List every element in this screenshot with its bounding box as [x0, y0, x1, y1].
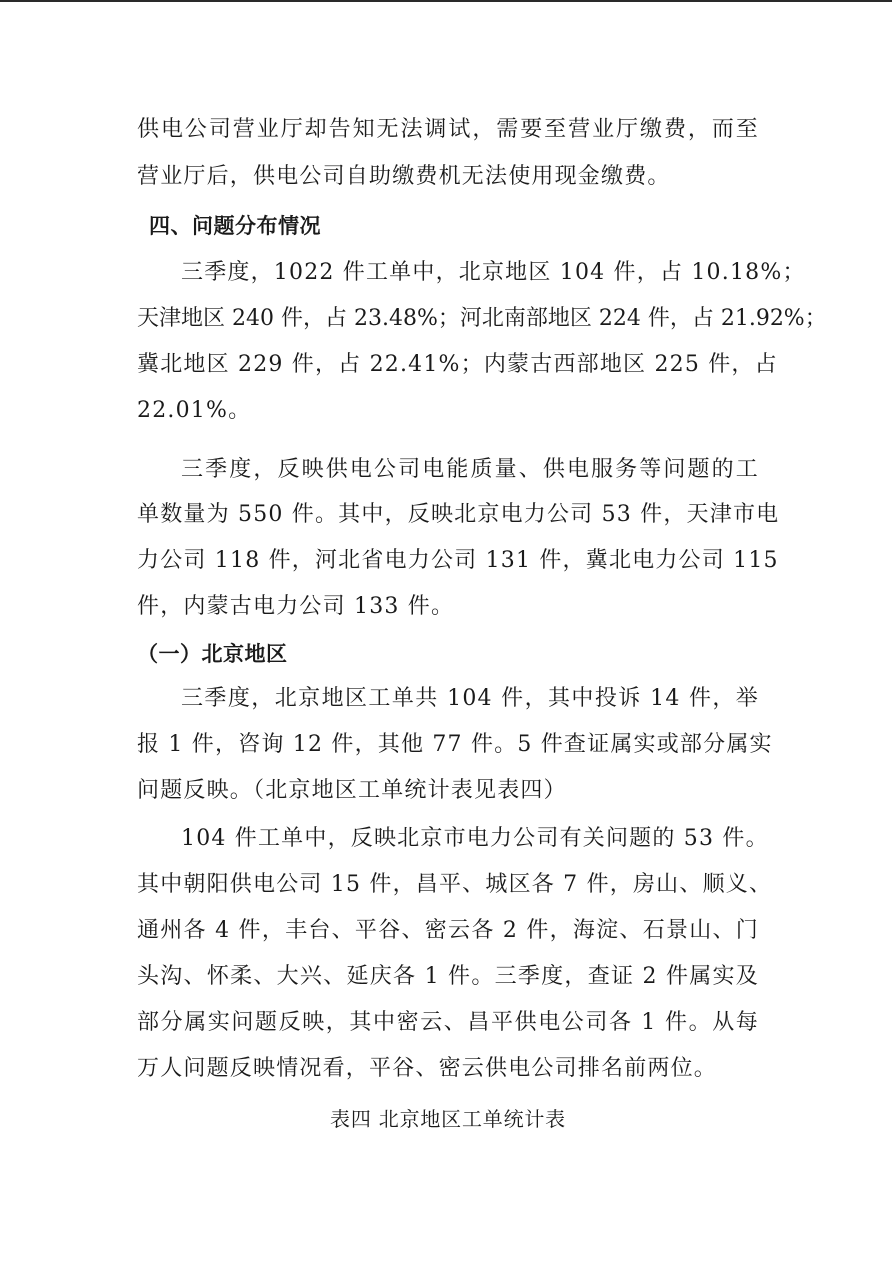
paragraph-line: 部分属实问题反映，其中密云、昌平供电公司各 1 件。从每 — [137, 1010, 759, 1035]
paragraph-line: 三季度，1022 件工单中，北京地区 104 件，占 10.18%； — [181, 260, 806, 285]
paragraph-line: 力公司 118 件，河北省电力公司 131 件，冀北电力公司 115 — [137, 548, 779, 573]
top-border-line — [0, 0, 892, 2]
paragraph-line: 冀北地区 229 件，占 22.41%；内蒙古西部地区 225 件，占 — [137, 352, 778, 377]
section-heading: 四、问题分布情况 — [149, 214, 321, 238]
paragraph-line: 营业厅后，供电公司自助缴费机无法使用现金缴费。 — [137, 164, 671, 189]
paragraph-line: 头沟、怀柔、大兴、延庆各 1 件。三季度，查证 2 件属实及 — [137, 964, 759, 989]
paragraph-line: 22.01%。 — [137, 398, 252, 423]
table-caption: 表四 北京地区工单统计表 — [330, 1107, 566, 1131]
paragraph-line: 其中朝阳供电公司 15 件，昌平、城区各 7 件，房山、顺义、 — [137, 872, 773, 897]
paragraph-line: 问题反映。（北京地区工单统计表见表四） — [137, 778, 567, 803]
paragraph-line: 报 1 件，咨询 12 件，其他 77 件。5 件查证属实或部分属实 — [137, 732, 773, 757]
paragraph-line: 三季度，反映供电公司电能质量、供电服务等问题的工 — [181, 457, 759, 482]
paragraph-line: 通州各 4 件，丰台、平谷、密云各 2 件，海淀、石景山、门 — [137, 918, 759, 943]
paragraph-line: 单数量为 550 件。其中，反映北京电力公司 53 件，天津市电 — [137, 502, 780, 527]
paragraph-line: 天津地区 240 件，占 23.48%；河北南部地区 224 件，占 21.92%； — [137, 306, 827, 331]
paragraph-line: 件，内蒙古电力公司 133 件。 — [137, 594, 455, 619]
subsection-heading: （一）北京地区 — [137, 642, 288, 666]
paragraph-line: 三季度，北京地区工单共 104 件，其中投诉 14 件，举 — [181, 686, 759, 711]
paragraph-line: 供电公司营业厅却告知无法调试，需要至营业厅缴费，而至 — [137, 117, 759, 142]
paragraph-line: 104 件工单中，反映北京市电力公司有关问题的 53 件。 — [181, 826, 769, 851]
paragraph-line: 万人问题反映情况看，平谷、密云供电公司排名前两位。 — [137, 1056, 718, 1081]
